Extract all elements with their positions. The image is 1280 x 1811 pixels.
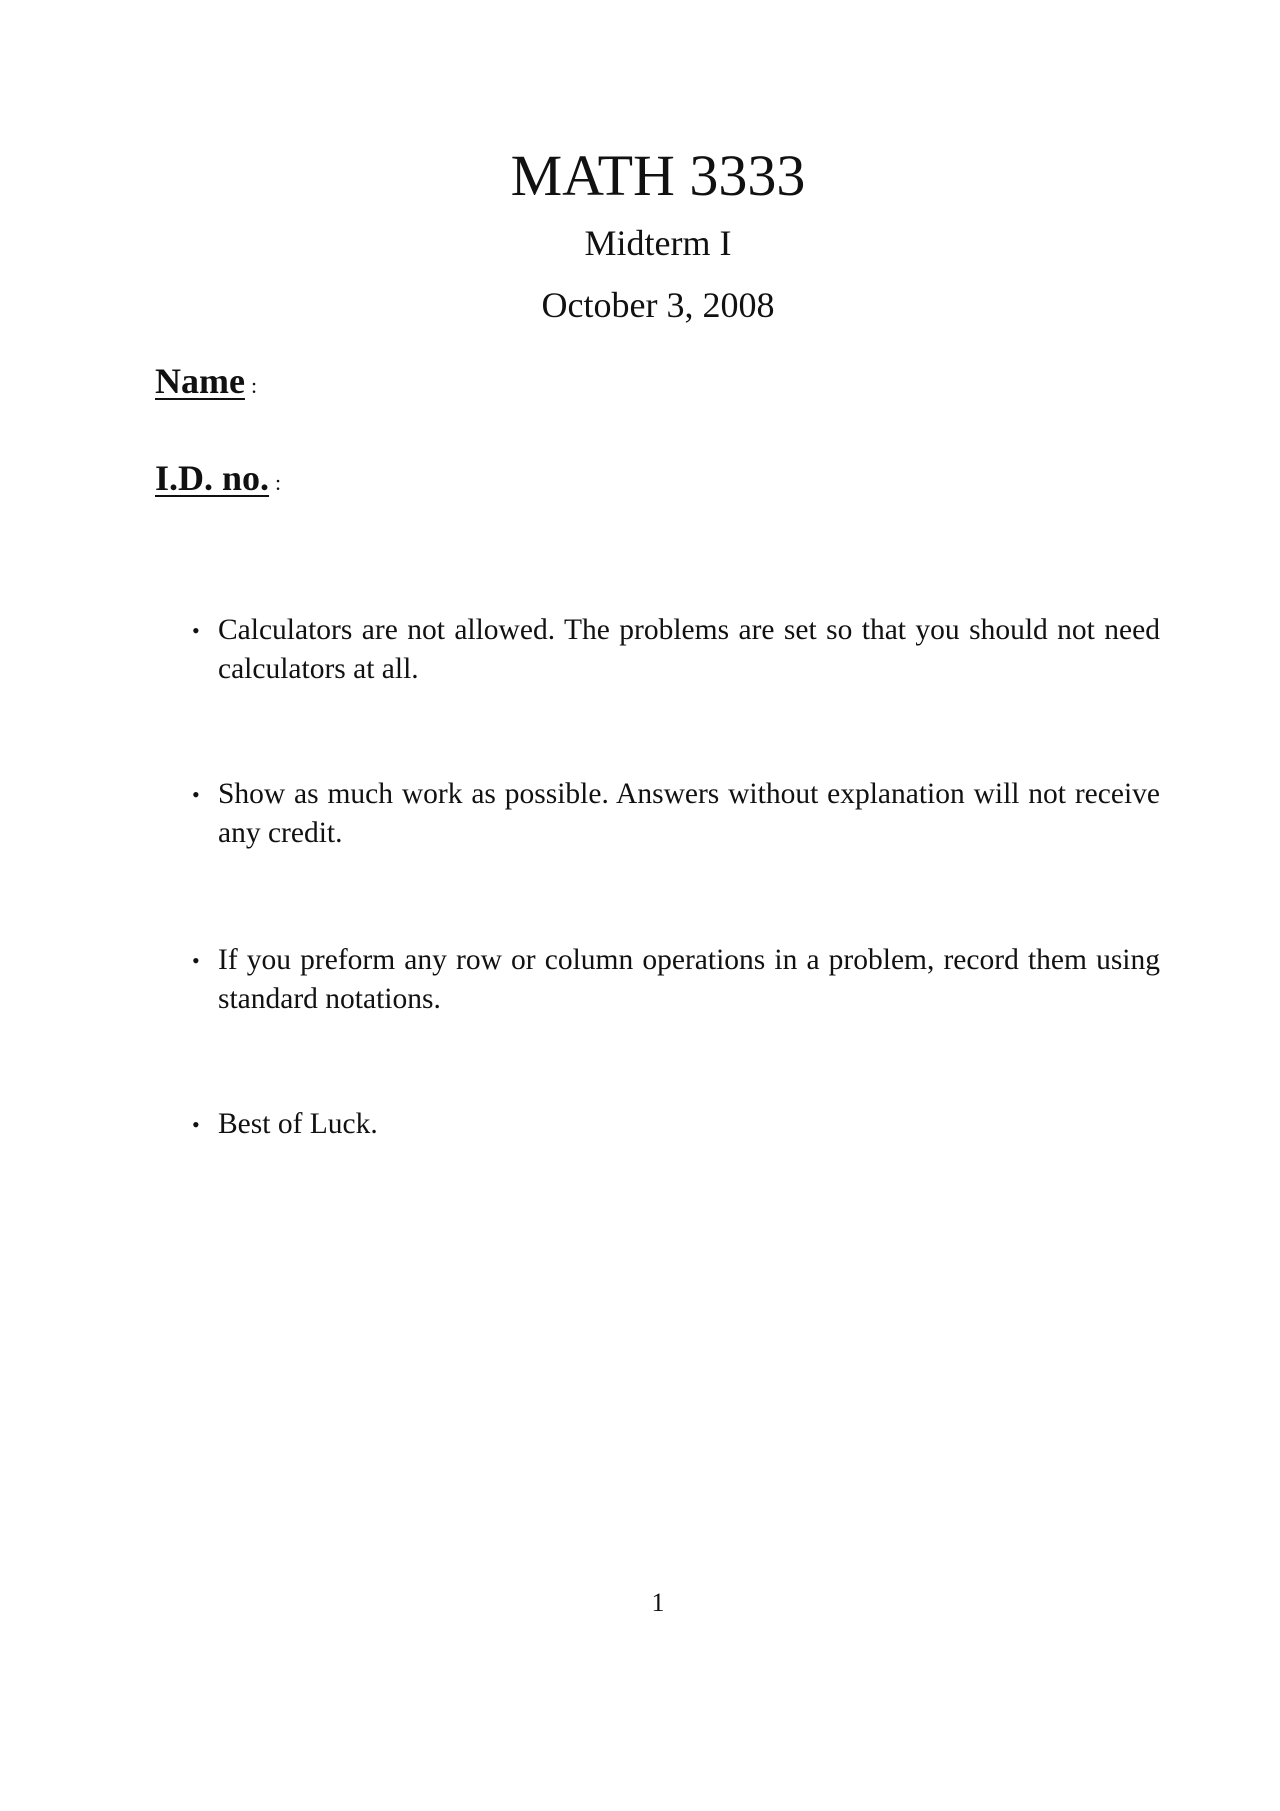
instruction-text: Show as much work as possible. Answers without explanation will not receive any credit. (218, 778, 1160, 849)
name-colon: : (250, 373, 258, 398)
instruction-item (192, 775, 1160, 853)
bullet-icon: • (192, 1112, 200, 1137)
exam-date: October 3, 2008 (541, 285, 775, 325)
id-label: I.D. no. (155, 458, 270, 498)
id-colon: : (275, 470, 282, 495)
bullet-icon: • (192, 948, 200, 973)
name-label: Name (155, 361, 245, 401)
instruction-item (192, 611, 1160, 689)
instruction-item (192, 1105, 1160, 1144)
instruction-text: Calculators are not allowed. The problems are set so that you should not need calculators at all. (218, 614, 1160, 685)
instruction-text: If you preform any row or column operations in a problem, record them using standard notations. (218, 944, 1160, 1015)
page-number: 1 (651, 1588, 665, 1617)
id-field (155, 457, 281, 499)
bullet-icon: • (192, 618, 200, 643)
instruction-item (192, 941, 1160, 1019)
instruction-text: Best of Luck. (218, 1108, 378, 1140)
name-field (155, 360, 257, 402)
exam-subtitle: Midterm I (584, 223, 732, 263)
bullet-icon: • (192, 782, 200, 807)
exam-title: MATH 3333 (510, 143, 806, 208)
